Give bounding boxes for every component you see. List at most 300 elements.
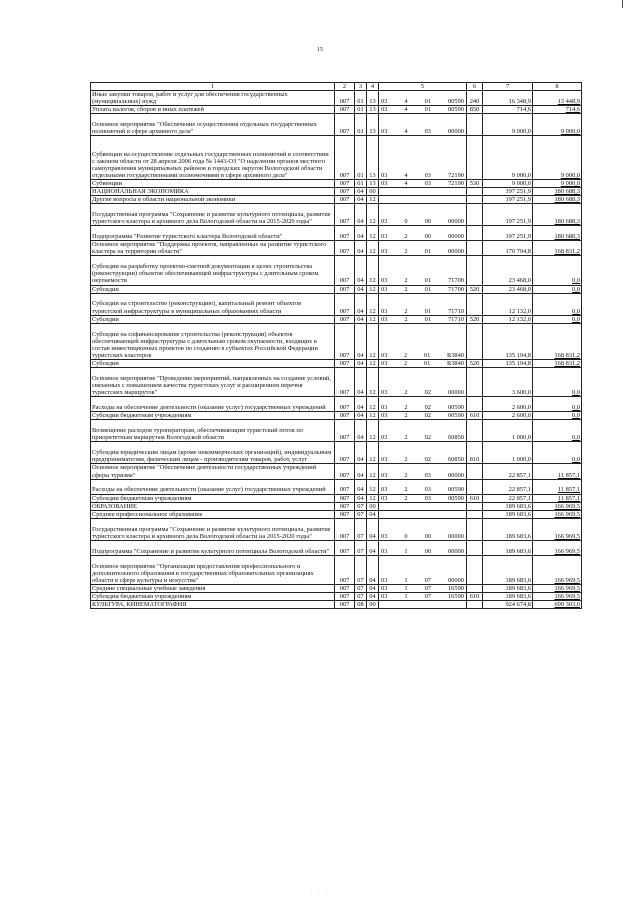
row-target-article — [379, 204, 467, 226]
row-target-article-part: 00590 — [447, 106, 464, 114]
row-amount-2019: 189 683,6 — [483, 518, 533, 540]
row-subsection-code: 12 — [367, 204, 379, 226]
row-target-article-part: 2 — [404, 307, 408, 315]
row-name: Основное мероприятие "Обеспечение деятельности государственных учреждений сферы туризма" — [91, 464, 335, 479]
row-admin-code: 007 — [335, 397, 355, 412]
row-section-code: 01 — [355, 179, 367, 187]
row-target-article — [379, 540, 467, 555]
row-target-article-part: 03 — [424, 471, 431, 479]
footer-mark: · · · — [310, 888, 330, 894]
table-row — [91, 464, 582, 479]
row-amount-2020: 714,6 — [533, 106, 582, 114]
row-expense-type — [467, 226, 483, 241]
row-target-article — [379, 518, 467, 540]
row-amount-2020: 0,0 — [533, 256, 582, 285]
row-amount-2020: 0,0 — [533, 293, 582, 315]
row-name: Основное мероприятие "Обеспечение осуществления отдельных государственных полномочий в сфере архивного дела" — [91, 114, 335, 136]
row-admin-code: 007 — [335, 518, 355, 540]
row-amount-2019: 9 000,0 — [483, 179, 533, 187]
row-target-article-part: 2 — [404, 471, 408, 479]
row-subsection-code: 00 — [367, 601, 379, 609]
row-expense-type — [467, 540, 483, 555]
page-number: 15 — [317, 47, 323, 53]
row-target-article-part: 03 — [381, 471, 388, 479]
row-amount-2020: 9 000,0 — [533, 179, 582, 187]
row-target-article-part: 03 — [381, 128, 388, 136]
row-admin-code: 007 — [335, 106, 355, 114]
row-amount-2019: 12 132,0 — [483, 293, 533, 315]
row-target-article — [379, 412, 467, 420]
row-target-article — [379, 285, 467, 293]
row-amount-2020: 0,0 — [533, 412, 582, 420]
row-amount-2019: 12 132,0 — [483, 315, 533, 323]
row-target-article-part: 02 — [424, 389, 431, 397]
row-target-article-part: 00590 — [447, 486, 464, 494]
row-target-article-part: 00590 — [447, 412, 464, 420]
row-amount-2019: 197 251,9 — [483, 188, 533, 196]
row-target-article — [379, 479, 467, 494]
row-section-code: 04 — [355, 226, 367, 241]
row-target-article-part: 00000 — [447, 389, 464, 397]
row-expense-type: 850 — [467, 106, 483, 114]
row-target-article-part: 03 — [381, 547, 388, 555]
row-target-article-part: 1 — [404, 547, 408, 555]
row-expense-type: 530 — [467, 179, 483, 187]
row-target-article-part: 00000 — [447, 471, 464, 479]
row-amount-2019: 9 000,0 — [483, 114, 533, 136]
table-row — [91, 204, 582, 226]
row-target-article-part: 03 — [381, 98, 388, 106]
table-row — [91, 494, 582, 502]
row-target-article — [379, 397, 467, 412]
row-amount-2020: 166 969,5 — [533, 518, 582, 540]
row-section-code: 04 — [355, 293, 367, 315]
row-admin-code: 007 — [335, 510, 355, 518]
row-target-article — [379, 226, 467, 241]
row-name: Подпрограмма "Сохранение и развитие культурного потенциала Вологодской области" — [91, 540, 335, 555]
row-target-article-part: 2 — [404, 360, 408, 368]
row-admin-code: 007 — [335, 555, 355, 584]
row-section-code: 04 — [355, 420, 367, 442]
row-subsection-code: 13 — [367, 106, 379, 114]
row-amount-2019: 3 600,0 — [483, 368, 533, 397]
row-name: Субсидии — [91, 315, 335, 323]
row-name: Субсидии бюджетным учреждениям — [91, 593, 335, 601]
row-amount-2019: 189 683,6 — [483, 510, 533, 518]
row-target-article-part: 03 — [381, 486, 388, 494]
row-target-article-part: 03 — [381, 494, 388, 502]
row-admin-code: 007 — [335, 256, 355, 285]
row-target-article-part: 60850 — [447, 434, 464, 442]
row-target-article-part: 00000 — [447, 576, 464, 584]
row-subsection-code: 13 — [367, 136, 379, 180]
row-name: Основное мероприятие "Организация предоставления профессионального и дополнительного образования в государственных образовательных организациях области в сфере культуры и искусства" — [91, 555, 335, 584]
table-row — [91, 397, 582, 412]
row-amount-2019: 1 000,0 — [483, 420, 533, 442]
table-row — [91, 510, 582, 518]
row-amount-2020: 9 000,0 — [533, 136, 582, 180]
row-subsection-code: 12 — [367, 420, 379, 442]
row-target-article — [379, 241, 467, 256]
row-admin-code: 007 — [335, 285, 355, 293]
row-amount-2019: 23 468,0 — [483, 285, 533, 293]
row-target-article — [379, 442, 467, 464]
row-target-article-part: 03 — [381, 360, 388, 368]
row-expense-type: 610 — [467, 412, 483, 420]
row-target-article-part: 72190 — [447, 179, 464, 187]
header-col-6: 6 — [467, 83, 483, 91]
row-amount-2019: 2 600,0 — [483, 397, 533, 412]
row-name: Субсидии — [91, 360, 335, 368]
row-target-article-part: 4 — [404, 98, 408, 106]
row-target-article-part: 71700 — [447, 285, 464, 293]
row-amount-2019: 22 857,1 — [483, 494, 533, 502]
row-amount-2020: 180 688,3 — [533, 226, 582, 241]
row-target-article-part: 03 — [381, 593, 388, 601]
row-name: ОБРАЗОВАНИЕ — [91, 502, 335, 510]
row-amount-2020: 11 857,1 — [533, 494, 582, 502]
row-target-article-part: 1 — [404, 576, 408, 584]
row-expense-type — [467, 136, 483, 180]
row-amount-2019: 2 600,0 — [483, 412, 533, 420]
row-expense-type — [467, 420, 483, 442]
row-amount-2020: 0,0 — [533, 442, 582, 464]
row-expense-type — [467, 510, 483, 518]
row-expense-type: 240 — [467, 91, 483, 106]
table-row — [91, 106, 582, 114]
row-target-article-part: 71710 — [447, 307, 464, 315]
header-col-4: 4 — [367, 83, 379, 91]
row-expense-type — [467, 188, 483, 196]
row-target-article — [379, 464, 467, 479]
row-target-article-part: 03 — [381, 412, 388, 420]
row-target-article-part: 01 — [423, 352, 431, 359]
row-amount-2020: 0,0 — [533, 420, 582, 442]
row-section-code: 04 — [355, 204, 367, 226]
row-section-code: 07 — [355, 540, 367, 555]
row-expense-type — [467, 204, 483, 226]
row-name: Субвенции — [91, 179, 335, 187]
row-section-code: 08 — [355, 601, 367, 609]
row-target-article-part: 03 — [381, 352, 388, 359]
row-amount-2020: 0,0 — [533, 285, 582, 293]
row-target-article-part: 0 — [404, 532, 408, 540]
row-amount-2019: 23 468,0 — [483, 256, 533, 285]
row-admin-code: 007 — [335, 601, 355, 609]
row-target-article-part: 03 — [381, 106, 388, 114]
row-subsection-code: 12 — [367, 226, 379, 241]
row-target-article-part: 03 — [381, 179, 388, 187]
row-section-code: 04 — [355, 412, 367, 420]
row-name: Уплата налогов, сборов и иных платежей — [91, 106, 335, 114]
row-target-article-part: 03 — [424, 494, 431, 502]
row-target-article — [379, 315, 467, 323]
row-name: Субсидии на разработку проектно-сметной документации в целях строительства (реконструкции) объектов обеспечивающей инфраструктуры с длительным сроком окупаемости — [91, 256, 335, 285]
row-subsection-code: 12 — [367, 494, 379, 502]
table-row — [91, 502, 582, 510]
row-amount-2020: 11 857,1 — [533, 464, 582, 479]
row-target-article — [379, 114, 467, 136]
row-amount-2019: 189 683,6 — [483, 584, 533, 592]
row-target-article-part: 4 — [404, 106, 408, 114]
row-target-article-part: 0 — [404, 218, 408, 226]
row-admin-code: 007 — [335, 136, 355, 180]
row-target-article — [379, 136, 467, 180]
row-amount-2019: 170 794,8 — [483, 241, 533, 256]
row-target-article-part: 16590 — [447, 593, 464, 601]
row-section-code: 01 — [355, 91, 367, 106]
header-row — [91, 83, 582, 91]
row-section-code: 04 — [355, 368, 367, 397]
row-amount-2020: 166 969,5 — [533, 593, 582, 601]
row-target-article — [379, 555, 467, 584]
table-row — [91, 540, 582, 555]
row-target-article-part: 03 — [424, 486, 431, 494]
row-target-article-part: 03 — [381, 233, 388, 241]
row-amount-2020: 11 857,1 — [533, 479, 582, 494]
row-target-article-part: 4 — [404, 128, 408, 136]
row-amount-2020: 0,0 — [533, 315, 582, 323]
row-target-article-part: 2 — [404, 389, 408, 397]
row-amount-2019: 714,6 — [483, 106, 533, 114]
row-name: Субвенции на осуществление отдельных государственных полномочий в соответствии с законом области от 28 апреля 2006 года № 1443-ОЗ "О наделении органов местного самоуправления муниципальных районов и городских округов Вологодской области отдельными государственными полномочиями в сфере архивного дела" — [91, 136, 335, 180]
row-expense-type — [467, 555, 483, 584]
row-target-article-part: 07 — [424, 576, 431, 584]
row-target-article-part: 03 — [424, 179, 431, 187]
row-target-article-part: 00590 — [447, 494, 464, 502]
budget-table — [90, 82, 582, 609]
row-subsection-code: 12 — [367, 196, 379, 204]
row-subsection-code: 04 — [367, 584, 379, 592]
row-expense-type: 520 — [467, 360, 483, 368]
table-row — [91, 420, 582, 442]
header-col-8: 8 — [533, 83, 582, 91]
row-expense-type — [467, 241, 483, 256]
row-subsection-code: 12 — [367, 360, 379, 368]
row-target-article-part: 01 — [424, 315, 431, 323]
row-target-article-part: 16590 — [447, 584, 464, 592]
row-admin-code: 007 — [335, 502, 355, 510]
row-expense-type — [467, 368, 483, 397]
row-amount-2020: 166 969,5 — [533, 555, 582, 584]
table-row — [91, 518, 582, 540]
row-admin-code: 007 — [335, 323, 355, 359]
table-row — [91, 188, 582, 196]
row-name: НАЦИОНАЛЬНАЯ ЭКОНОМИКА — [91, 188, 335, 196]
row-target-article-part: R3840 — [446, 360, 464, 368]
table-row — [91, 179, 582, 187]
row-target-article-part: 2 — [404, 486, 408, 494]
row-target-article-part: 07 — [424, 584, 431, 592]
row-target-article — [379, 91, 467, 106]
row-target-article-part: 2 — [404, 285, 408, 293]
row-target-article-part: 01 — [423, 360, 431, 368]
row-subsection-code: 12 — [367, 442, 379, 464]
row-subsection-code: 13 — [367, 179, 379, 187]
row-admin-code: 007 — [335, 420, 355, 442]
row-amount-2019: 189 683,6 — [483, 593, 533, 601]
row-target-article-part: 2 — [404, 352, 408, 359]
row-subsection-code: 12 — [367, 293, 379, 315]
header-col-5: 5 — [379, 83, 467, 91]
row-expense-type — [467, 293, 483, 315]
table-row — [91, 323, 582, 359]
table-row — [91, 241, 582, 256]
table-row — [91, 136, 582, 180]
row-amount-2019: 135 194,8 — [483, 360, 533, 368]
row-admin-code: 007 — [335, 179, 355, 187]
row-admin-code: 007 — [335, 204, 355, 226]
row-section-code: 04 — [355, 241, 367, 256]
row-expense-type — [467, 601, 483, 609]
row-expense-type — [467, 323, 483, 359]
table-row — [91, 315, 582, 323]
row-amount-2020: 166 969,5 — [533, 502, 582, 510]
table-row — [91, 226, 582, 241]
row-target-article-part: 03 — [424, 171, 431, 179]
row-target-article-part: 03 — [381, 404, 388, 412]
header-col-2: 2 — [335, 83, 355, 91]
row-amount-2020: 0,0 — [533, 368, 582, 397]
row-section-code: 04 — [355, 188, 367, 196]
row-amount-2020: 0,0 — [533, 397, 582, 412]
row-subsection-code: 00 — [367, 188, 379, 196]
row-target-article-part: R3840 — [446, 352, 464, 359]
row-target-article — [379, 106, 467, 114]
row-name: Государственная программа "Сохранение и развитие культурного потенциала, развитие туристского кластера и архивного дела Вологодской области на 2015-2020 годы" — [91, 204, 335, 226]
row-expense-type: 520 — [467, 285, 483, 293]
row-section-code: 04 — [355, 360, 367, 368]
table-row — [91, 114, 582, 136]
row-amount-2019: 197 251,9 — [483, 196, 533, 204]
row-target-article — [379, 510, 467, 518]
row-target-article-part: 01 — [424, 307, 431, 315]
row-target-article-part: 02 — [424, 404, 431, 412]
row-target-article — [379, 584, 467, 592]
row-target-article-part: 01 — [424, 248, 431, 256]
row-target-article-part: 00000 — [447, 248, 464, 256]
table-row — [91, 412, 582, 420]
table-row — [91, 584, 582, 592]
row-subsection-code: 13 — [367, 91, 379, 106]
row-target-article-part: 2 — [404, 248, 408, 256]
row-target-article — [379, 502, 467, 510]
row-target-article-part: 2 — [404, 233, 408, 241]
row-target-article-part: 01 — [424, 277, 431, 285]
row-amount-2019: 22 857,1 — [483, 479, 533, 494]
page-corner-mark — [622, 0, 623, 8]
row-target-article-part: 02 — [424, 456, 431, 464]
row-expense-type — [467, 196, 483, 204]
row-subsection-code: 04 — [367, 510, 379, 518]
row-target-article-part: 2 — [404, 494, 408, 502]
row-section-code: 04 — [355, 479, 367, 494]
row-admin-code: 007 — [335, 114, 355, 136]
table-row — [91, 256, 582, 285]
row-target-article-part: 03 — [381, 277, 388, 285]
row-admin-code: 007 — [335, 360, 355, 368]
row-section-code: 04 — [355, 315, 367, 323]
row-target-article-part: 00000 — [447, 128, 464, 136]
row-amount-2019: 189 683,6 — [483, 555, 533, 584]
row-target-article-part: 1 — [404, 584, 408, 592]
row-expense-type — [467, 479, 483, 494]
row-subsection-code: 00 — [367, 502, 379, 510]
row-amount-2020: 168 831,2 — [533, 323, 582, 359]
row-section-code: 07 — [355, 510, 367, 518]
row-name: Среднее профессиональное образование — [91, 510, 335, 518]
table-row — [91, 555, 582, 584]
row-amount-2019: 135 194,8 — [483, 323, 533, 359]
row-target-article-part: 03 — [381, 584, 388, 592]
row-subsection-code: 12 — [367, 315, 379, 323]
table-row — [91, 593, 582, 601]
row-target-article-part: 03 — [381, 171, 388, 179]
row-amount-2019: 189 683,6 — [483, 540, 533, 555]
table-row — [91, 91, 582, 106]
row-target-article-part: 01 — [424, 106, 431, 114]
row-amount-2020: 180 688,3 — [533, 188, 582, 196]
row-target-article — [379, 188, 467, 196]
row-admin-code: 007 — [335, 226, 355, 241]
row-amount-2020: 9 000,0 — [533, 114, 582, 136]
row-target-article-part: 1 — [404, 593, 408, 601]
row-admin-code: 007 — [335, 442, 355, 464]
row-section-code: 04 — [355, 397, 367, 412]
row-section-code: 07 — [355, 555, 367, 584]
row-target-article-part: 2 — [404, 412, 408, 420]
row-section-code: 07 — [355, 593, 367, 601]
row-target-article-part: 03 — [381, 389, 388, 397]
row-name: Основное мероприятие "Поддержка проектов, направленных на развитие туристского кластера на территории области" — [91, 241, 335, 256]
row-amount-2019: 197 251,9 — [483, 226, 533, 241]
row-target-article — [379, 420, 467, 442]
row-target-article — [379, 368, 467, 397]
row-subsection-code: 12 — [367, 323, 379, 359]
row-target-article-part: 03 — [381, 248, 388, 256]
row-section-code: 07 — [355, 502, 367, 510]
table-row — [91, 368, 582, 397]
row-name: Расходы на обеспечение деятельности (оказание услуг) государственных учреждений — [91, 479, 335, 494]
row-expense-type — [467, 256, 483, 285]
row-target-article-part: 03 — [381, 218, 388, 226]
row-expense-type — [467, 584, 483, 592]
row-target-article-part: 03 — [381, 576, 388, 584]
header-col-1: 1 — [91, 83, 335, 91]
header-col-3: 3 — [355, 83, 367, 91]
row-target-article-part: 02 — [424, 412, 431, 420]
row-target-article-part: 60850 — [447, 456, 464, 464]
row-section-code: 04 — [355, 464, 367, 479]
row-target-article-part: 00590 — [447, 98, 464, 106]
row-section-code: 04 — [355, 494, 367, 502]
row-name: Подпрограмма "Развитие туристского кластера Вологодской области" — [91, 226, 335, 241]
row-target-article-part: 03 — [381, 307, 388, 315]
row-target-article-part: 00 — [424, 547, 431, 555]
row-target-article-part: 00 — [424, 218, 431, 226]
row-target-article — [379, 360, 467, 368]
row-name: Основное мероприятие "Проведение мероприятий, направленных на создание условий, связанных с повышением качества туристских услуг и расширением перечня туристских маршрутов" — [91, 368, 335, 397]
row-subsection-code: 12 — [367, 285, 379, 293]
row-amount-2020: 166 969,5 — [533, 584, 582, 592]
row-amount-2019: 197 251,9 — [483, 204, 533, 226]
table-row — [91, 360, 582, 368]
row-target-article — [379, 601, 467, 609]
row-target-article-part: 02 — [424, 434, 431, 442]
row-target-article — [379, 196, 467, 204]
row-subsection-code: 04 — [367, 593, 379, 601]
row-target-article-part: 00000 — [447, 532, 464, 540]
